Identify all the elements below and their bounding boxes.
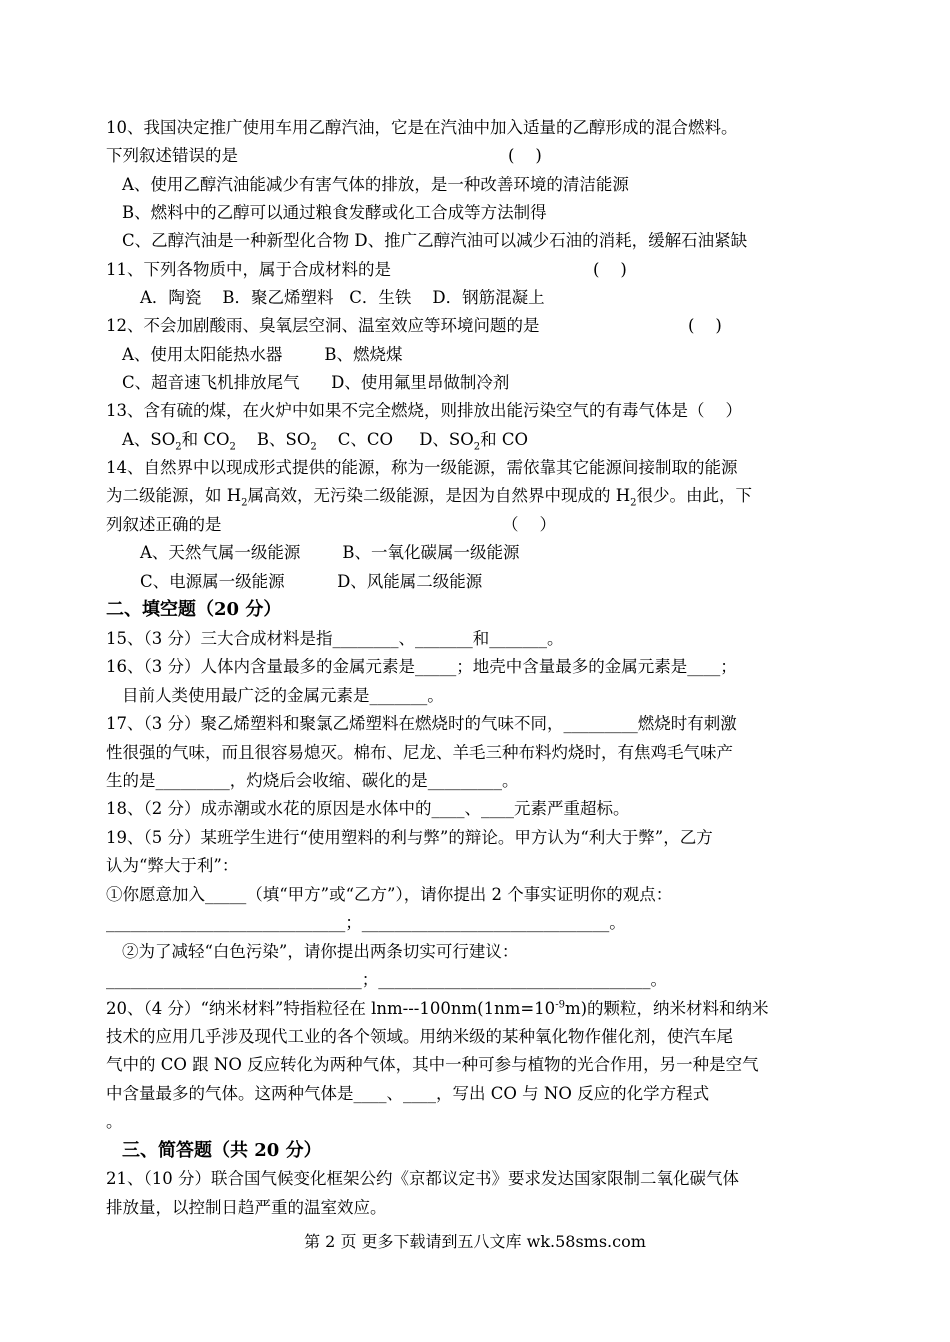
q13-b: B、SO: [235, 430, 311, 449]
q14-line2-c: 很少。由此，下: [636, 486, 753, 505]
section2-heading: 二、填空题（20 分）: [106, 599, 282, 620]
q13-a-mid: 和 CO: [181, 430, 230, 449]
q10-answer-paren: ( ): [508, 146, 542, 165]
q13-options: [122, 429, 528, 451]
q19-line4: _____________________________；______________________________。: [106, 913, 626, 932]
q14-line1: 14、自然界中以现成形式提供的能源，称为一级能源，需依靠其它能源间接制取的能源: [106, 458, 738, 477]
q13-sub-1: 2: [175, 441, 182, 453]
q14-line2: [106, 485, 752, 507]
q10-option-cd: C、乙醇汽油是一种新型化合物 D、推广乙醇汽油可以减少石油的消耗，缓解石油紧缺: [122, 231, 748, 250]
q12-stem: 12、不会加剧酸雨、臭氧层空洞、温室效应等环境问题的是: [106, 316, 540, 335]
q11-stem: 11、下列各物质中，属于合成材料的是: [106, 260, 391, 279]
q21-line2: 排放量，以控制日趋严重的温室效应。: [106, 1198, 387, 1217]
q10-option-a: A、使用乙醇汽油能减少有害气体的排放，是一种改善环境的清洁能源: [122, 175, 629, 194]
q14-line2-b: 属高效，无污染二级能源，是因为自然界中现成的 H: [247, 486, 631, 505]
q14-sub-2: 2: [630, 497, 637, 509]
q20-line1-a: 20、（4 分）“纳米材料”特指粒径在 lnm---100nm(1nm=10: [106, 999, 556, 1018]
q17-line2: 性很强的气味，而且很容易熄灭。棉布、尼龙、羊毛三种布料灼烧时，有焦鸡毛气味产: [106, 743, 733, 762]
section3-heading: 三、简答题（共 20 分）: [122, 1140, 322, 1161]
q20-line3: 气中的 CO 跟 NO 反应转化为两种气体，其中一种可参与植物的光合作用，另一种是空气: [106, 1055, 759, 1074]
q13-sub-3: 2: [310, 441, 317, 453]
q11-options: A．陶瓷 B．聚乙烯塑料 C．生铁 D．钢筋混凝上: [140, 288, 545, 307]
q12-option-cd: C、超音速飞机排放尾气 D、使用氟里昂做制冷剂: [122, 373, 510, 392]
q20-sup: -9: [555, 999, 565, 1011]
q17-line1: 17、（3 分）聚乙烯塑料和聚氯乙烯塑料在燃烧时的气味不同，_________燃烧时有刺激: [106, 714, 737, 733]
q12-option-ab: A、使用太阳能热水器 B、燃烧煤: [122, 345, 403, 364]
q13-d-rest: 和 CO: [480, 430, 529, 449]
q19-line3: ①你愿意加入_____（填“甲方”或“乙方”），请你提出 2 个事实证明你的观点：: [106, 885, 673, 904]
q14-line3: 列叙述正确的是: [106, 515, 222, 534]
q17-line3: 生的是_________，灼烧后会收缩、碳化的是_________。: [106, 771, 519, 790]
q10-option-b: B、燃料中的乙醇可以通过粮食发酵或化工合成等方法制得: [122, 203, 547, 222]
q20-line1-b: m)的颗粒，纳米材料和纳米: [564, 999, 769, 1018]
q19-line2: 认为“弊大于利”：: [106, 856, 239, 875]
q14-sub-1: 2: [241, 497, 248, 509]
q20-line5: 。: [106, 1112, 123, 1131]
q13-stem: 13、含有硫的煤，在火炉中如果不完全燃烧，则排放出能污染空气的有毒气体是（ ）: [106, 401, 742, 420]
q19-line1: 19、（5 分）某班学生进行“使用塑料的利与弊”的辩论。甲方认为“利大于弊”，乙方: [106, 828, 713, 847]
q13-cd: C、CO D、SO: [316, 430, 474, 449]
q11-answer-paren: ( ): [593, 260, 627, 279]
q13-sub-2: 2: [229, 441, 236, 453]
q14-line2-a: 为二级能源，如 H: [106, 486, 242, 505]
q14-answer-paren: （ ）: [502, 515, 556, 534]
q20-line1: [106, 998, 769, 1020]
q19-line5: ②为了减轻“白色污染”，请你提出两条切实可行建议：: [122, 942, 519, 961]
q13-sub-4: 2: [473, 441, 481, 453]
page-footer: 第 2 页 更多下载请到五八文库 wk.58sms.com: [304, 1232, 646, 1251]
q20-line2: 技术的应用几乎涉及现代工业的各个领域。用纳米级的某种氧化物作催化剂，使汽车尾: [106, 1027, 733, 1046]
q10-line2: 下列叙述错误的是: [106, 146, 238, 165]
q18: 18、（2 分）成赤潮或水花的原因是水体中的____、____元素严重超标。: [106, 799, 630, 818]
q15: 15、（3 分）三大合成材料是指________、_______和_______。: [106, 629, 564, 648]
q13-a-prefix: A、SO: [122, 430, 176, 449]
q16-line1: 16、（3 分）人体内含量最多的金属元素是_____；地壳中含量最多的金属元素是____；: [106, 657, 737, 676]
q20-line4: 中含量最多的气体。这两种气体是____、____，写出 CO 与 NO 反应的化学方程式: [106, 1084, 710, 1103]
q14-option-cd: C、电源属一级能源 D、风能属二级能源: [140, 572, 483, 591]
q12-answer-paren: ( ): [688, 316, 722, 335]
q14-option-ab: A、天然气属一级能源 B、一氧化碳属一级能源: [140, 543, 520, 562]
q19-line6: _______________________________；_________________________________。: [106, 970, 667, 989]
q10-line1: 10、我国决定推广使用车用乙醇汽油，它是在汽油中加入适量的乙醇形成的混合燃料。: [106, 118, 738, 137]
q21-line1: 21、（10 分）联合国气候变化框架公约《京都议定书》要求发达国家限制二氧化碳气体: [106, 1169, 739, 1188]
q16-line2: 目前人类使用最广泛的金属元素是_______。: [122, 686, 444, 705]
